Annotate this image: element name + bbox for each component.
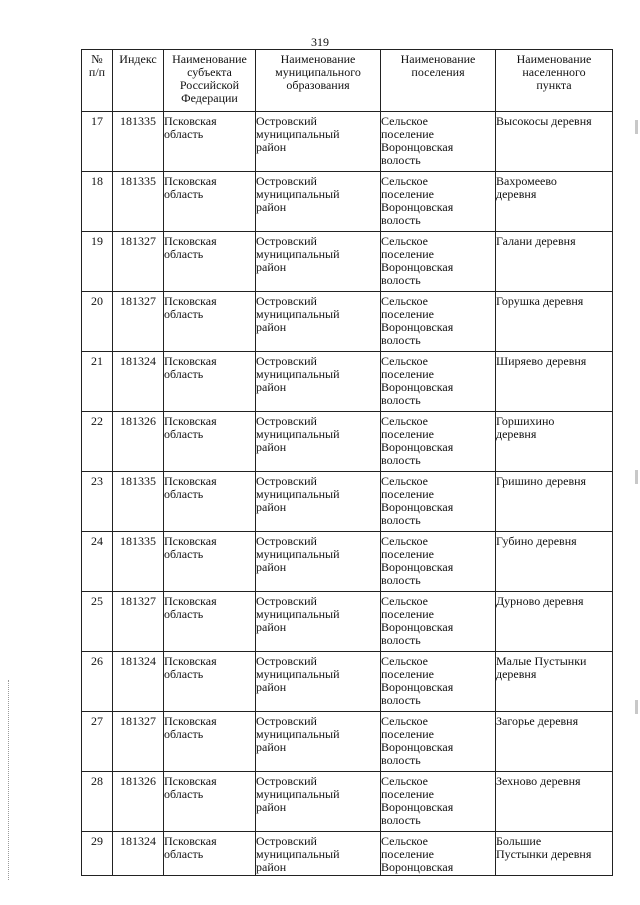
cell-municipality [256,112,381,172]
postal-index-text: 181327 [120,294,156,308]
cell-settlement [381,172,496,232]
cell-row-number [82,172,113,232]
table-row [82,832,613,876]
cell-postal-index [113,232,164,292]
cell-federal-subject [164,352,256,412]
header-index: Индекс [113,50,164,112]
header-row [82,50,613,112]
row-number-text: 21 [91,354,103,368]
cell-settlement [381,472,496,532]
cell-municipality [256,412,381,472]
cell-settlement [381,412,496,472]
cell-postal-index [113,652,164,712]
federal-subject-text: Псковская область [164,234,217,261]
cell-municipality [256,592,381,652]
cell-locality [496,712,613,772]
postal-index-text: 181335 [120,114,156,128]
cell-row-number [82,112,113,172]
cell-municipality [256,172,381,232]
postal-index-text: 181335 [120,534,156,548]
settlement-text: Сельское поселение Воронцовская волость [381,294,454,347]
cell-federal-subject [164,592,256,652]
postal-index-text: 181326 [120,414,156,428]
federal-subject-text: Псковская область [164,594,217,621]
table-row [82,112,613,172]
municipality-text: Островский муниципальный район [256,774,340,814]
municipality-text: Островский муниципальный район [256,294,340,334]
postal-index-text: 181327 [120,594,156,608]
locality-text: Большие Пустынки деревня [496,834,592,861]
table-row [82,292,613,352]
cell-row-number [82,532,113,592]
federal-subject-text: Псковская область [164,474,217,501]
cell-row-number [82,832,113,876]
row-number-text: 22 [91,414,103,428]
scan-edge-mark [635,700,638,714]
municipality-text: Островский муниципальный район [256,114,340,154]
locality-text: Дурново деревня [496,594,584,608]
settlement-text: Сельское поселение Воронцовская волость [381,774,454,827]
postal-index-text: 181324 [120,354,156,368]
postal-index-text: 181335 [120,474,156,488]
locality-text: Горушка деревня [496,294,584,308]
cell-locality [496,232,613,292]
cell-settlement [381,352,496,412]
cell-federal-subject [164,712,256,772]
cell-municipality [256,352,381,412]
cell-federal-subject [164,412,256,472]
locality-text: Малые Пустынки деревня [496,654,587,681]
locality-text: Ширяево деревня [496,354,587,368]
header-settlement: Наименование поселения [381,50,496,112]
cell-settlement [381,772,496,832]
cell-federal-subject [164,472,256,532]
federal-subject-text: Псковская область [164,354,217,381]
federal-subject-text: Псковская область [164,774,217,801]
municipality-text: Островский муниципальный район [256,414,340,454]
header-number: № п/п [82,50,113,112]
municipality-text: Островский муниципальный район [256,654,340,694]
cell-locality [496,832,613,876]
cell-row-number [82,352,113,412]
scan-edge-mark [635,120,638,134]
cell-postal-index [113,112,164,172]
settlement-text: Сельское поселение Воронцовская волость [381,114,454,167]
cell-settlement [381,592,496,652]
cell-federal-subject [164,172,256,232]
cell-row-number [82,292,113,352]
locality-text: Зехново деревня [496,774,581,788]
table-body [82,112,613,876]
postal-index-text: 181327 [120,234,156,248]
locality-text: Горшихино деревня [496,414,555,441]
locality-text: Высокосы деревня [496,114,592,128]
table-row [82,652,613,712]
table-row [82,352,613,412]
federal-subject-text: Псковская область [164,534,217,561]
settlement-text: Сельское поселение Воронцовская волость [381,234,454,287]
postal-index-text: 181327 [120,714,156,728]
settlement-text: Сельское поселение Воронцовская волость [381,654,454,707]
cell-federal-subject [164,652,256,712]
settlement-text: Сельское поселение Воронцовская волость [381,474,454,527]
page-number: 319 [311,35,329,49]
municipality-text: Островский муниципальный район [256,174,340,214]
settlement-text: Сельское поселение Воронцовская волость [381,714,454,767]
municipality-text: Островский муниципальный район [256,354,340,394]
cell-municipality [256,832,381,876]
municipality-text: Островский муниципальный район [256,834,340,874]
table-header [82,50,613,112]
table-row [82,472,613,532]
cell-row-number [82,652,113,712]
federal-subject-text: Псковская область [164,114,217,141]
cell-federal-subject [164,232,256,292]
cell-locality [496,772,613,832]
settlement-text: Сельское поселение Воронцовская волость [381,594,454,647]
cell-locality [496,292,613,352]
cell-postal-index [113,472,164,532]
municipality-text: Островский муниципальный район [256,594,340,634]
municipality-text: Островский муниципальный район [256,714,340,754]
settlement-text: Сельское поселение Воронцовская [381,834,454,874]
locality-text: Вахромеево деревня [496,174,557,201]
table-row [82,412,613,472]
header-subject: Наименование субъекта Российской Федерации [164,50,256,112]
cell-row-number [82,232,113,292]
table-row [82,772,613,832]
federal-subject-text: Псковская область [164,174,217,201]
header-municipality: Наименование муниципального образования [256,50,381,112]
federal-subject-text: Псковская область [164,834,217,861]
table-row [82,172,613,232]
postal-index-text: 181324 [120,834,156,848]
postal-index-text: 181335 [120,174,156,188]
settlements-table [81,49,613,876]
cell-postal-index [113,352,164,412]
federal-subject-text: Псковская область [164,414,217,441]
header-locality: Наименование населенного пункта [496,50,613,112]
cell-settlement [381,712,496,772]
cell-municipality [256,232,381,292]
scan-edge-mark [635,470,638,484]
row-number-text: 23 [91,474,103,488]
settlement-text: Сельское поселение Воронцовская волость [381,534,454,587]
municipality-text: Островский муниципальный район [256,234,340,274]
row-number-text: 27 [91,714,103,728]
cell-postal-index [113,712,164,772]
cell-postal-index [113,832,164,876]
cell-postal-index [113,592,164,652]
cell-locality [496,532,613,592]
postal-index-text: 181324 [120,654,156,668]
cell-locality [496,172,613,232]
cell-federal-subject [164,772,256,832]
cell-settlement [381,832,496,876]
row-number-text: 28 [91,774,103,788]
table-row [82,592,613,652]
table-row [82,712,613,772]
row-number-text: 26 [91,654,103,668]
row-number-text: 20 [91,294,103,308]
federal-subject-text: Псковская область [164,714,217,741]
cell-locality [496,652,613,712]
cell-postal-index [113,172,164,232]
cell-federal-subject [164,292,256,352]
municipality-text: Островский муниципальный район [256,474,340,514]
cell-municipality [256,532,381,592]
cell-settlement [381,292,496,352]
locality-text: Загорье деревня [496,714,579,728]
scan-margin-dots [8,680,11,880]
municipality-text: Островский муниципальный район [256,534,340,574]
cell-postal-index [113,772,164,832]
locality-text: Галани деревня [496,234,576,248]
row-number-text: 18 [91,174,103,188]
cell-postal-index [113,292,164,352]
cell-municipality [256,292,381,352]
cell-settlement [381,532,496,592]
cell-row-number [82,412,113,472]
cell-locality [496,352,613,412]
cell-municipality [256,772,381,832]
cell-locality [496,472,613,532]
cell-locality [496,412,613,472]
settlement-text: Сельское поселение Воронцовская волость [381,174,454,227]
cell-row-number [82,472,113,532]
cell-settlement [381,652,496,712]
cell-federal-subject [164,112,256,172]
federal-subject-text: Псковская область [164,294,217,321]
cell-municipality [256,472,381,532]
row-number-text: 19 [91,234,103,248]
cell-postal-index [113,532,164,592]
cell-municipality [256,712,381,772]
row-number-text: 25 [91,594,103,608]
cell-federal-subject [164,532,256,592]
table-row [82,232,613,292]
row-number-text: 29 [91,834,103,848]
table-row [82,532,613,592]
row-number-text: 24 [91,534,103,548]
federal-subject-text: Псковская область [164,654,217,681]
row-number-text: 17 [91,114,103,128]
settlement-text: Сельское поселение Воронцовская волость [381,354,454,407]
locality-text: Губино деревня [496,534,577,548]
cell-row-number [82,772,113,832]
cell-municipality [256,652,381,712]
locality-text: Гришино деревня [496,474,587,488]
cell-settlement [381,232,496,292]
cell-row-number [82,592,113,652]
cell-row-number [82,712,113,772]
cell-federal-subject [164,832,256,876]
cell-locality [496,112,613,172]
cell-locality [496,592,613,652]
postal-index-text: 181326 [120,774,156,788]
settlement-text: Сельское поселение Воронцовская волость [381,414,454,467]
cell-postal-index [113,412,164,472]
cell-settlement [381,112,496,172]
